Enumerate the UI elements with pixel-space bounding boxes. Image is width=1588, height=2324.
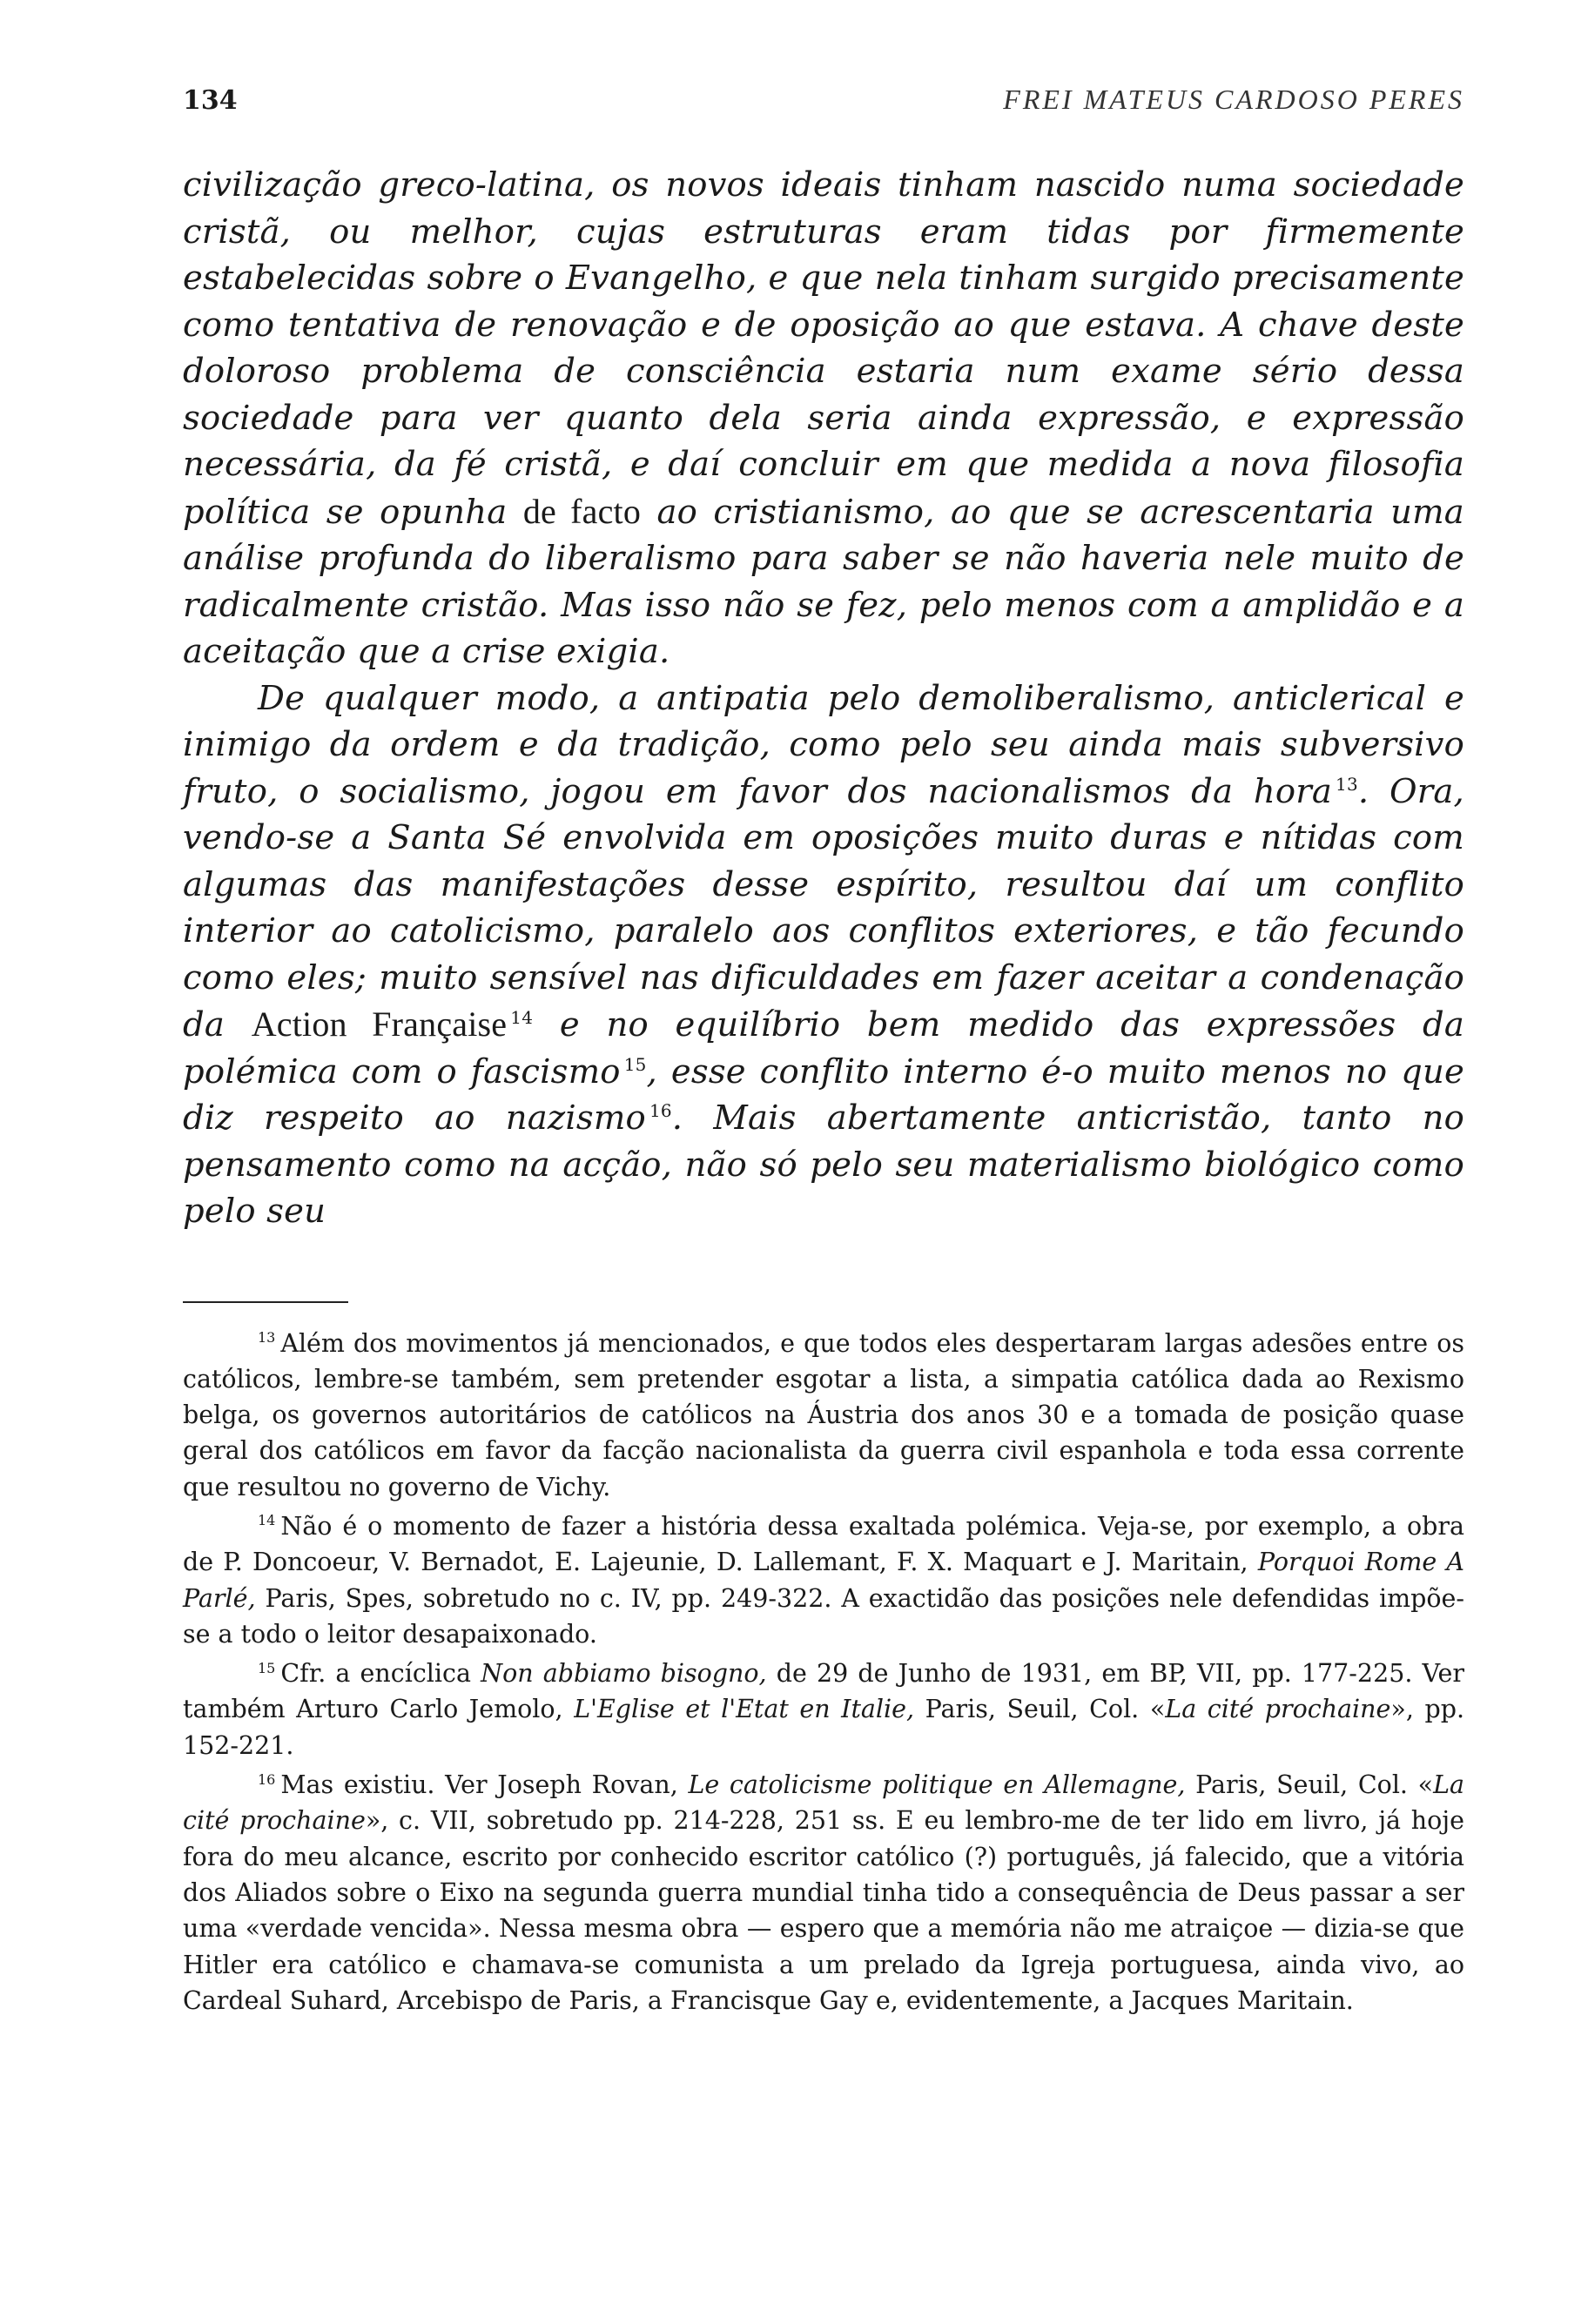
footnote-16-text-a: Mas existiu. Ver Joseph Rovan, [280,1770,678,1800]
book-page [183,84,1464,2022]
paragraph-1-text-end: ao cristianismo, ao que se acrescentaria uma análise profunda do liberalismo para saber se não haveria nele muito de radicalmente cristão. Mas isso não se fez, pelo menos com a amplidão e a aceitação que a crise exigia. [183,492,1464,671]
footnote-14-title: Porquoi Rome A Parlé, [183,1548,1464,1613]
footnote-14-text-b: Paris, Spes, sobretudo no c. IV, pp. 249-322. A exactidão das posições nele defendidas impõe-se a todo o leitor desapaixonado. [183,1583,1464,1649]
paragraph-1-roman: de facto [522,491,642,531]
footnote-15-text-a: Cfr. a encíclica [280,1659,471,1689]
running-head [183,84,1464,136]
footnote-15-text-b: de 29 de Junho de 1931, em BP, VII, pp. 177-225. Ver também Arturo Carlo Jemolo, [183,1659,1464,1724]
footnote-13-text: Além dos movimentos já mencionados, e que todos eles despertaram largas adesões entre os católicos, lembre-se também, sem pretender esgotar a lista, a simpatia católica dada ao Rexismo belga, os governos autoritários de católicos na Áustria dos anos 30 e a tomada de posição quase geral dos católicos em favor da facção nacionalista da guerra civil espanhola e toda essa corrente que resultou no governo de Vichy. [183,1328,1464,1501]
paragraph-1-text: civilização greco-latina, os novos ideais tinham nascido numa sociedade cristã, ou melhor, cujas estruturas eram tidas por firmemente estabelecidas sobre o Evangelho, e que nela tinham surgido precisamente como tentativa de renovação e de oposição ao que estava. A chave deste doloroso problema de consciência estaria num exame sério dessa sociedade para ver quanto dela seria ainda expressão, e expressão necessária, da fé cristã, e daí concluir em que medida a nova filosofia política se opunha [183,165,1464,532]
paragraph-2-text-b: . Ora, vendo-se a Santa Sé envolvida em oposições muito duras e nítidas com algumas das manifestações desse espírito, resultou daí um conflito interior ao catolicismo, paralelo aos conflitos exteriores, e tão fecundo como eles; muito sensível nas dificuldades em fazer aceitar a condenação da [183,771,1465,1044]
footnote-16-text-b: Paris, Seuil, Col. « [1195,1770,1434,1800]
running-title: FREI MATEUS CARDOSO PERES [1003,84,1464,115]
footnote-16-title-1: Le catolicisme politique en Allemagne, [688,1770,1186,1800]
paragraph-1 [183,162,1464,675]
footnote-16-number: 16 [258,1770,276,1788]
main-text [183,162,1464,1235]
footnote-ref-13[interactable]: 13 [1336,773,1358,795]
footnote-16-title-2: La cité prochaine [183,1770,1465,1836]
footnote-14 [183,1508,1464,1652]
footnote-15-text-c: Paris, Seuil, Col. « [925,1695,1166,1724]
footnote-15-title-2: L'Eglise et l'Etat en Italie, [574,1695,915,1724]
page-number: 134 [183,85,238,116]
paragraph-2-text-c: e no equilíbrio bem medido das expressões da polémica com o fascismo [183,1005,1464,1091]
footnote-13 [183,1326,1464,1505]
footnote-ref-16[interactable]: 16 [649,1100,672,1122]
footnote-14-number: 14 [258,1512,276,1529]
paragraph-2-roman: Action Française [251,1004,508,1044]
paragraph-2-text-e: . Mais abertamente anticristão, tanto no pensamento como na acção, não só pelo seu materialismo biológico como pelo seu [183,1098,1464,1231]
footnote-divider [183,1301,348,1303]
paragraph-2 [183,675,1464,1235]
footnotes [183,1326,1464,2019]
footnote-15-title-3: La cité prochaine [1165,1695,1391,1724]
footnote-15-number: 15 [258,1659,276,1676]
footnote-ref-14[interactable]: 14 [510,1007,534,1029]
footnote-13-number: 13 [258,1329,276,1346]
footnote-16 [183,1767,1464,2018]
footnote-ref-15[interactable]: 15 [623,1053,647,1075]
footnote-15 [183,1656,1464,1763]
footnote-16-text-c: », c. VII, sobretudo pp. 214-228, 251 ss. E eu lembro-me de ter lido em livro, já hoje fora do meu alcance, escrito por conhecido escritor católico (?) português, já falecido, que a vitória dos Aliados sobre o Eixo na segunda guerra mundial tinha tido a consequência de Deus passar a ser uma «verdade vencida». Nessa mesma obra — espero que a memória não me atraiçoe — dizia-se que Hitler era católico e chamava-se comunista a um prelado da Igreja portuguesa, ainda vivo, ao Cardeal Suhard, Arcebispo de Paris, a Francisque Gay e, evidentemente, a Jacques Maritain. [183,1806,1464,2015]
paragraph-2-text-d: , esse conflito interno é-o muito menos no que diz respeito ao nazismo [183,1051,1464,1138]
footnote-14-text-a: Não é o momento de fazer a história dessa exaltada polémica. Veja-se, por exemplo, a obra de P. Doncoeur, V. Bernadot, E. Lajeunie, D. Lallemant, F. X. Maquart e J. Maritain, [183,1511,1464,1577]
paragraph-2-text-a: De qualquer modo, a antipatia pelo demoliberalismo, anticlerical e inimigo da ordem e da tradição, como pelo seu ainda mais subversivo fruto, o socialismo, jogou em favor dos nacionalismos da hora [183,678,1464,811]
footnote-15-text-d: », pp. 152-221. [183,1695,1465,1760]
footnote-15-title-1: Non abbiamo bisogno, [481,1659,767,1689]
